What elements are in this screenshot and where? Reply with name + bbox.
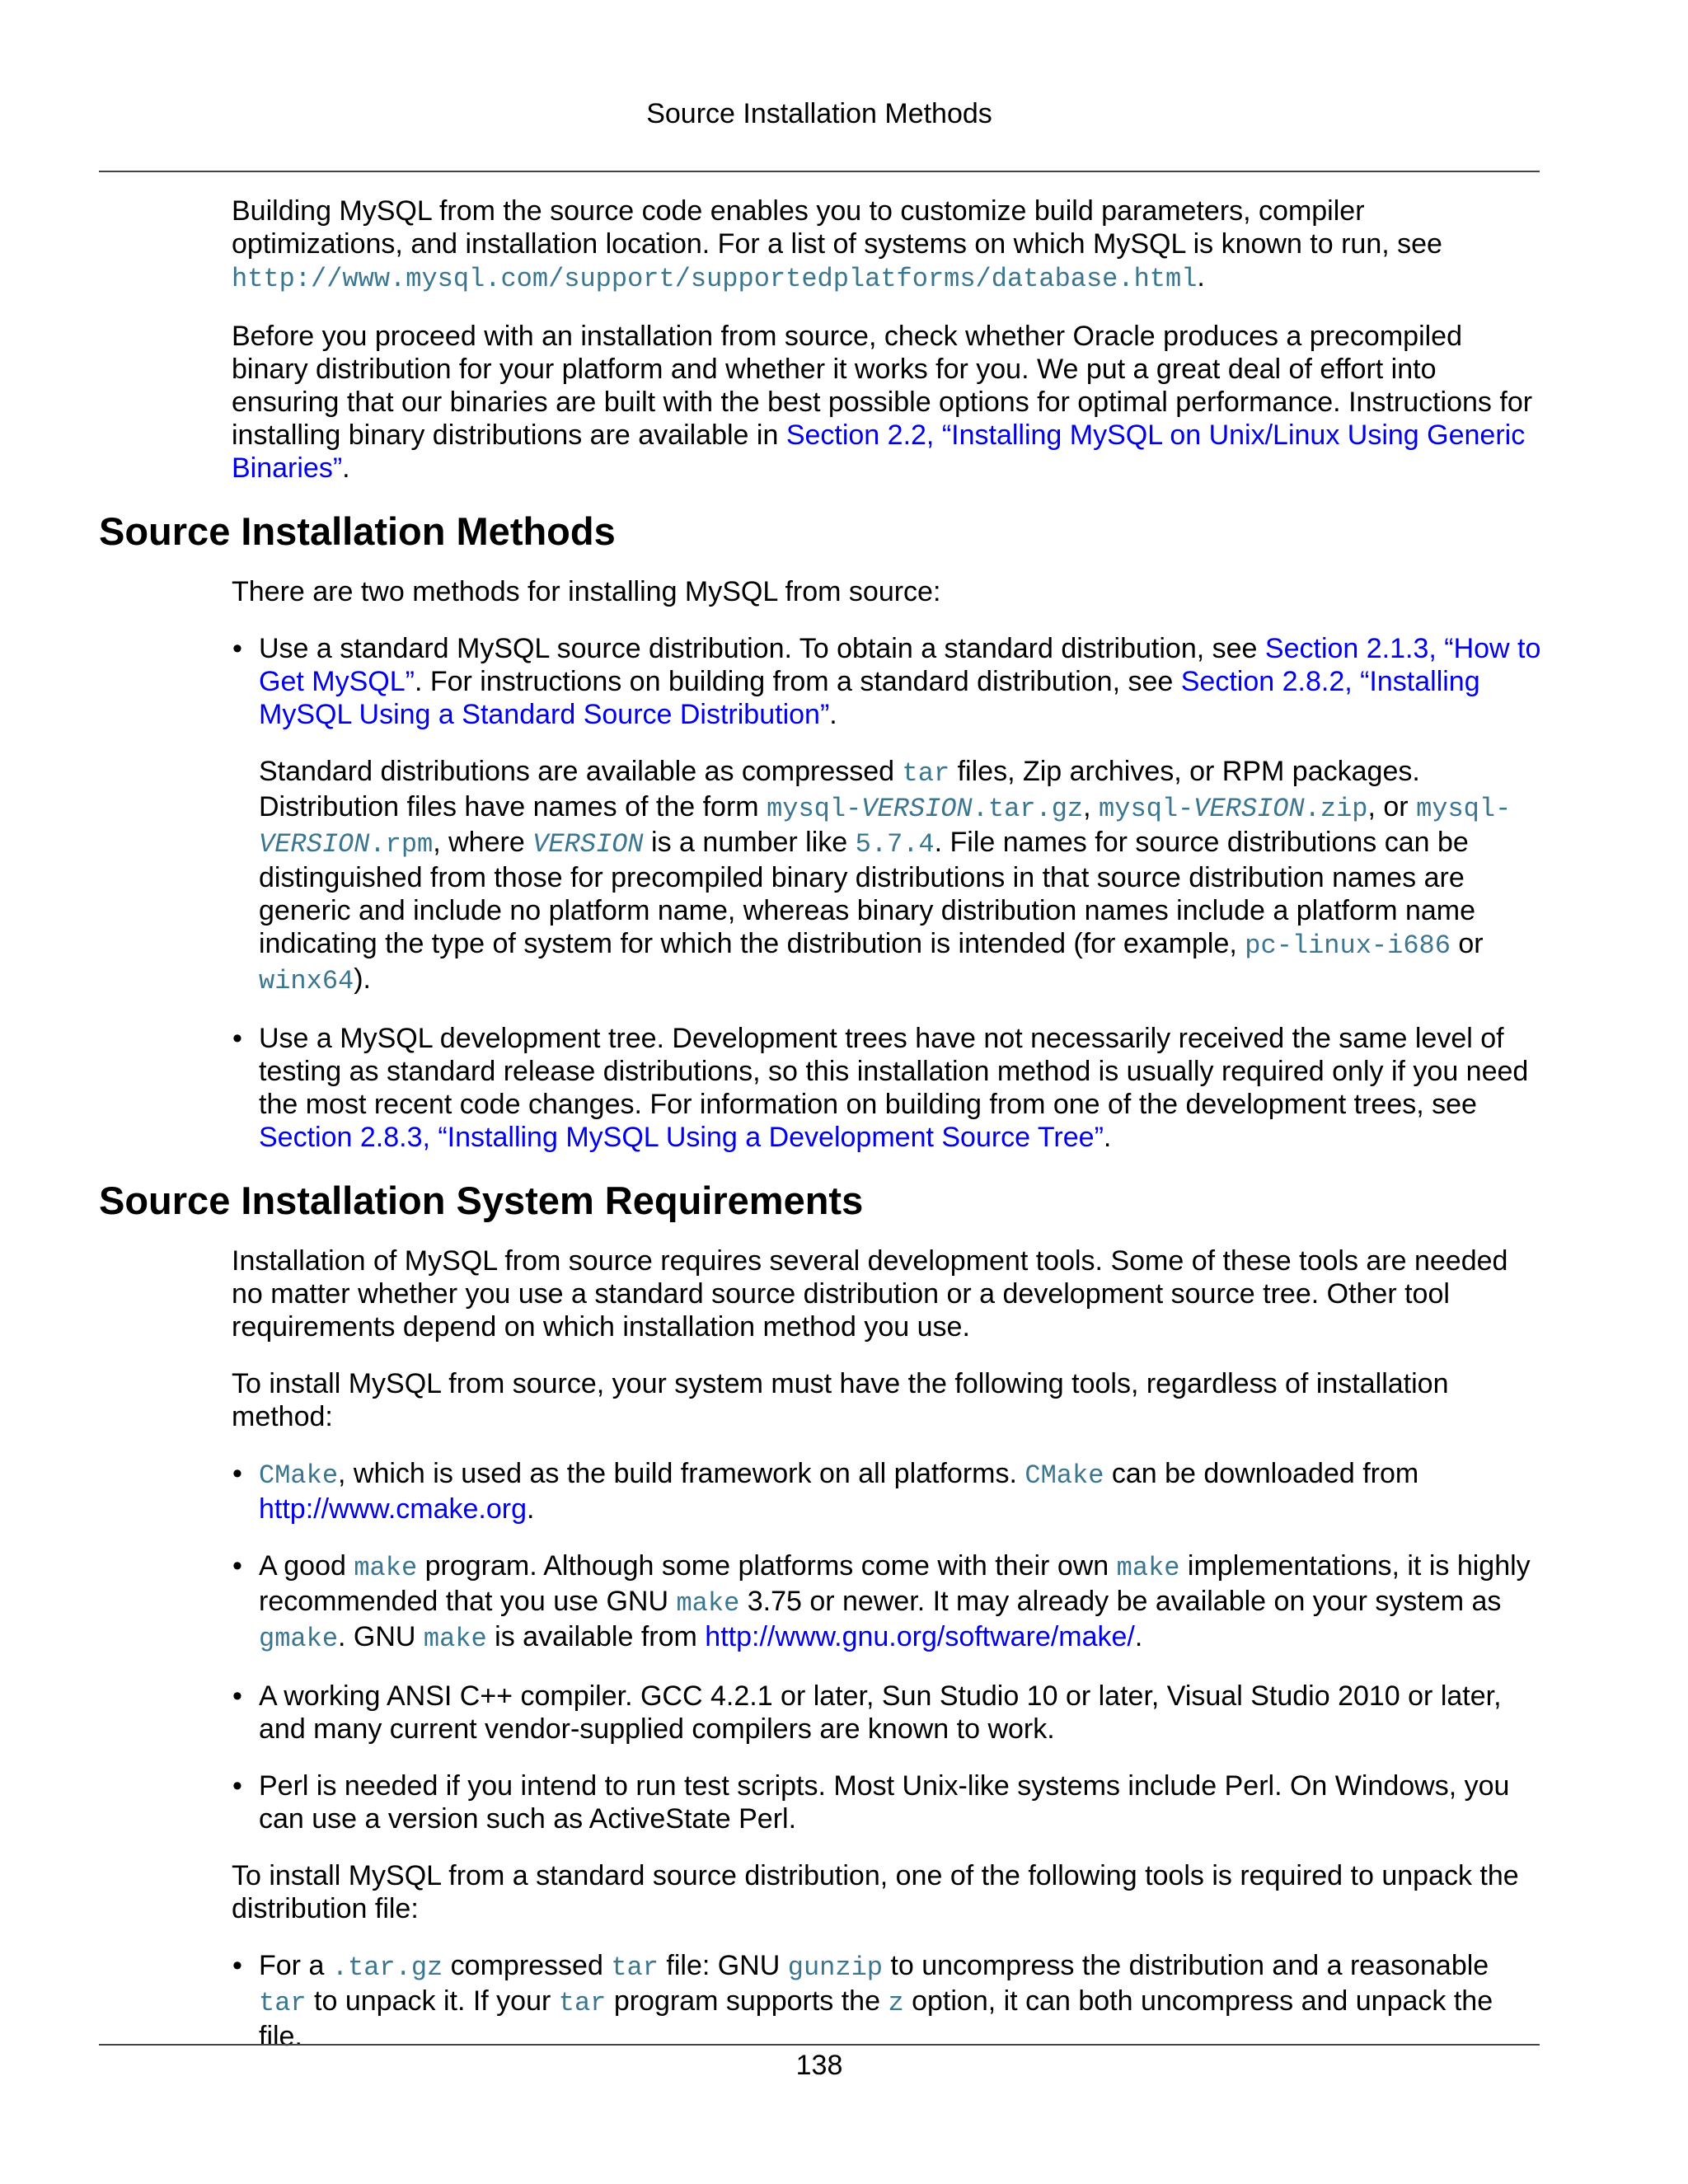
- requirements-paragraph-1: Installation of MySQL from source requires several development tools. Some of these tools are needed no matter whether you use a standard source distribution or a development source tree. Other tool requirements depend on which installation method you use.: [232, 1245, 1508, 1343]
- list-item: • A good make program. Although some platforms come with their own make implementations, it is highly recommended that you use GNU make 3.75 or newer. It may already be available on your system as gmake. GNU make is available from http://www.gnu.org/software/make/.: [232, 1549, 1542, 1656]
- list-item: • CMake, which is used as the build framework on all platforms. CMake can be downloaded from http://www.cmake.org.: [232, 1457, 1542, 1526]
- tools-list: [232, 1457, 1542, 1835]
- cmake-link[interactable]: http://www.cmake.org: [259, 1493, 528, 1525]
- generic-binaries-link[interactable]: Section 2.2, “Installing MySQL on Unix/Linux Using Generic Binaries”: [232, 419, 1526, 484]
- requirements-paragraph-2: To install MySQL from source, your system must have the following tools, regardless of installation method:: [232, 1368, 1449, 1432]
- intro-paragraph-2: Before you proceed with an installation from source, check whether Oracle produces a precompiled binary distribution for your platform and whether it works for you. We put a great deal of effort into ensuring that our binaries are built with the best possible options for optimal performance. Instructions for installing binary distributions are available in Section 2.2, “Installing MySQL on Unix/Linux Using Generic Binaries”.: [232, 321, 1533, 484]
- section-heading-methods: Source Installation Methods: [99, 509, 616, 553]
- list-item: • A working ANSI C++ compiler. GCC 4.2.1 or later, Sun Studio 10 or later, Visual Studio 2010 or later, and many current vendor-supplied compilers are known to work.: [232, 1680, 1542, 1746]
- header-rule: [99, 171, 1540, 172]
- running-header: Source Installation Methods: [646, 98, 992, 129]
- intro-paragraph-1: Building MySQL from the source code enables you to customize build parameters, compiler optimizations, and installation location. For a list of systems on which MySQL is known to run, see http://www.mysql.com/support/supportedplatforms/database.html.: [232, 195, 1442, 294]
- how-to-get-mysql-link[interactable]: Section 2.1.3, “How to Get MySQL”: [259, 633, 1541, 697]
- list-item: • For a .tar.gz compressed tar file: GNU gunzip to uncompress the distribution and a reasonable tar to unpack it. If your tar program supports the z option, it can both uncompress and unpack the file.: [232, 1949, 1542, 2053]
- unpack-tools-list: [232, 1949, 1542, 2053]
- methods-intro: There are two methods for installing MySQL from source:: [232, 576, 941, 607]
- list-item: • Perl is needed if you intend to run test scripts. Most Unix-like systems include Perl. On Windows, you can use a version such as ActiveState Perl.: [232, 1769, 1542, 1835]
- supported-platforms-link[interactable]: http://www.mysql.com/support/supportedplatforms/database.html: [232, 264, 1198, 294]
- methods-list: [232, 632, 1542, 1154]
- development-source-tree-link[interactable]: Section 2.8.3, “Installing MySQL Using a Development Source Tree”: [259, 1122, 1104, 1153]
- list-item: • Use a MySQL development tree. Development trees have not necessarily received the same level of testing as standard release distributions, so this installation method is usually required only if you need the most recent code changes. For information on building from one of the development trees, see Section 2.8.3, “Installing MySQL Using a Development Source Tree”.: [232, 1022, 1542, 1154]
- list-item: • Use a standard MySQL source distribution. To obtain a standard distribution, see Section 2.1.3, “How to Get MySQL”. For instructions on building from a standard distribution, see Section 2.8.2, “Installing MySQL Using a Standard Source Distribution”. Standard distributions are available as compressed tar files, Zip archives, or RPM packages. Distribution files have names of the form mysql-VERSION.tar.gz, mysql-VERSION.zip, or mysql-VERSION.rpm, where VERSION is a number like 5.7.4. File names for source distributions can be distinguished from those for precompiled binary distributions in that source distribution names are generic and include no platform name, whereas binary distribution names include a platform name indicating the type of system for which the distribution is intended (for example, pc-linux-i686 or winx64).: [232, 632, 1542, 998]
- page-number: 138: [795, 2050, 843, 2081]
- footer-rule: [99, 2044, 1540, 2046]
- standard-source-distribution-link[interactable]: Section 2.8.2, “Installing MySQL Using a Standard Source Distribution”: [259, 666, 1480, 730]
- distribution-names-paragraph: Standard distributions are available as compressed tar files, Zip archives, or RPM packages. Distribution files have names of the form mysql-VERSION.tar.gz, mysql-VERSION.zip, or mysql-VERSION.rpm, where VERSION is a number like 5.7.4. File names for source distributions can be distinguished from those for precompiled binary distributions in that source distribution names are generic and include no platform name, whereas binary distribution names include a platform name indicating the type of system for which the distribution is intended (for example, pc-linux-i686 or winx64).: [259, 756, 1512, 996]
- section-heading-requirements: Source Installation System Requirements: [99, 1179, 864, 1222]
- page-content: [99, 194, 1540, 2077]
- gnu-make-link[interactable]: http://www.gnu.org/software/make/: [705, 1621, 1135, 1652]
- requirements-paragraph-3: To install MySQL from a standard source distribution, one of the following tools is required to unpack the distribution file:: [232, 1860, 1519, 1924]
